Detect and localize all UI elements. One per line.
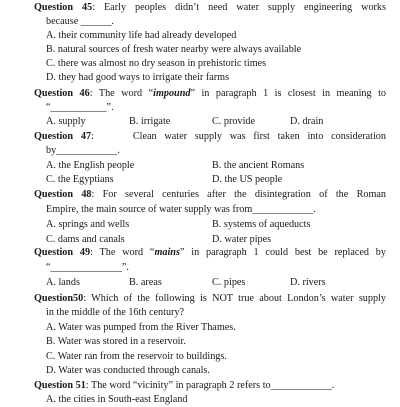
- q47-label: Question 47: [34, 131, 92, 142]
- q47-option-c: C. the Egyptians: [46, 174, 114, 185]
- q50-option-d: D. Water was conducted through canals.: [46, 365, 210, 376]
- q51-option-a: A. the cities in South-east England: [46, 394, 188, 405]
- q47-option-a: A. the English people: [46, 160, 135, 171]
- q45-stem-text: : Early peoples didn’t need water supply engineering works: [92, 2, 386, 13]
- q48-label: Question 48: [34, 189, 92, 200]
- q50-option-a: A. Water was pumped from the River Thames.: [46, 322, 236, 333]
- q45-label: Question 45: [34, 2, 93, 13]
- q49-option-b: B. areas: [129, 277, 162, 288]
- q49-stem-line1: [34, 245, 386, 260]
- q46-option-d: D. drain: [290, 116, 324, 127]
- q45-option-b: B. natural sources of fresh water nearby were always available: [46, 44, 302, 55]
- q48-option-c: C. dams and canals: [46, 234, 125, 245]
- q47-option-b: B. the ancient Romans: [212, 160, 305, 171]
- q46-stem-before: : The word “: [89, 88, 154, 99]
- q45-option-d: D. they had good ways to irrigate their farms: [46, 72, 230, 83]
- q45-stem-line2: because ______.: [46, 16, 114, 27]
- q51-stem-line1: [34, 378, 386, 393]
- q45-stem-line1: [34, 0, 386, 15]
- q49-stem-line2: “______________”.: [46, 262, 129, 273]
- q46-stem-line2: “___________”.: [46, 102, 114, 113]
- q50-option-b: B. Water was stored in a reservoir.: [46, 336, 186, 347]
- q46-stem-after: ” in paragraph 1 is closest in meaning to: [190, 88, 386, 99]
- q46-option-c: C. provide: [212, 116, 256, 127]
- q49-option-c: C. pipes: [212, 277, 246, 288]
- q47-option-d: D. the US people: [212, 174, 283, 185]
- q47-stem-line2: by____________.: [46, 145, 120, 156]
- q46-label: Question 46: [34, 88, 90, 99]
- q50-label: Question50: [34, 293, 84, 304]
- q50-option-c: C. Water ran from the reservoir to buildings.: [46, 351, 227, 362]
- q49-keyword: mains: [154, 247, 180, 258]
- q45-option-a: A. their community life had already developed: [46, 30, 237, 41]
- q47-stem-text: : Clean water supply was first taken into consideration: [91, 131, 386, 142]
- q46-stem-line1: [34, 86, 386, 101]
- q51-stem-text: : The word “vicinity” in paragraph 2 refers to____________.: [85, 380, 335, 391]
- q46-option-b: B. irrigate: [129, 116, 171, 127]
- q49-option-a: A. lands: [46, 277, 80, 288]
- q47-stem-line1: [34, 129, 386, 144]
- q49-option-d: D. rivers: [290, 277, 326, 288]
- q46-keyword: impound: [153, 88, 191, 99]
- q46-option-a: A. supply: [46, 116, 86, 127]
- q51-label: Question 51: [34, 380, 86, 391]
- q49-stem-after: ” in paragraph 1 could best be replaced by: [179, 247, 386, 258]
- q48-stem-line1: [34, 187, 386, 202]
- q49-stem-before: : The word “: [90, 247, 155, 258]
- q48-option-d: D. water pipes: [212, 234, 272, 245]
- q48-option-b: B. systems of aqueducts: [212, 219, 311, 230]
- q50-stem-line2: in the middle of the 16th century?: [46, 307, 185, 318]
- q50-stem-text: : Which of the following is NOT true about London’s water supply: [83, 293, 386, 304]
- q48-stem-text: : For several centuries after the disintegration of the Roman: [91, 189, 386, 200]
- q49-label: Question 49: [34, 247, 91, 258]
- q50-stem-line1: [34, 291, 386, 306]
- q48-option-a: A. springs and wells: [46, 219, 130, 230]
- q48-stem-line2: Empire, the main source of water supply was from____________.: [46, 204, 316, 215]
- q45-option-c: C. there was almost no dry season in prehistoric times: [46, 58, 267, 69]
